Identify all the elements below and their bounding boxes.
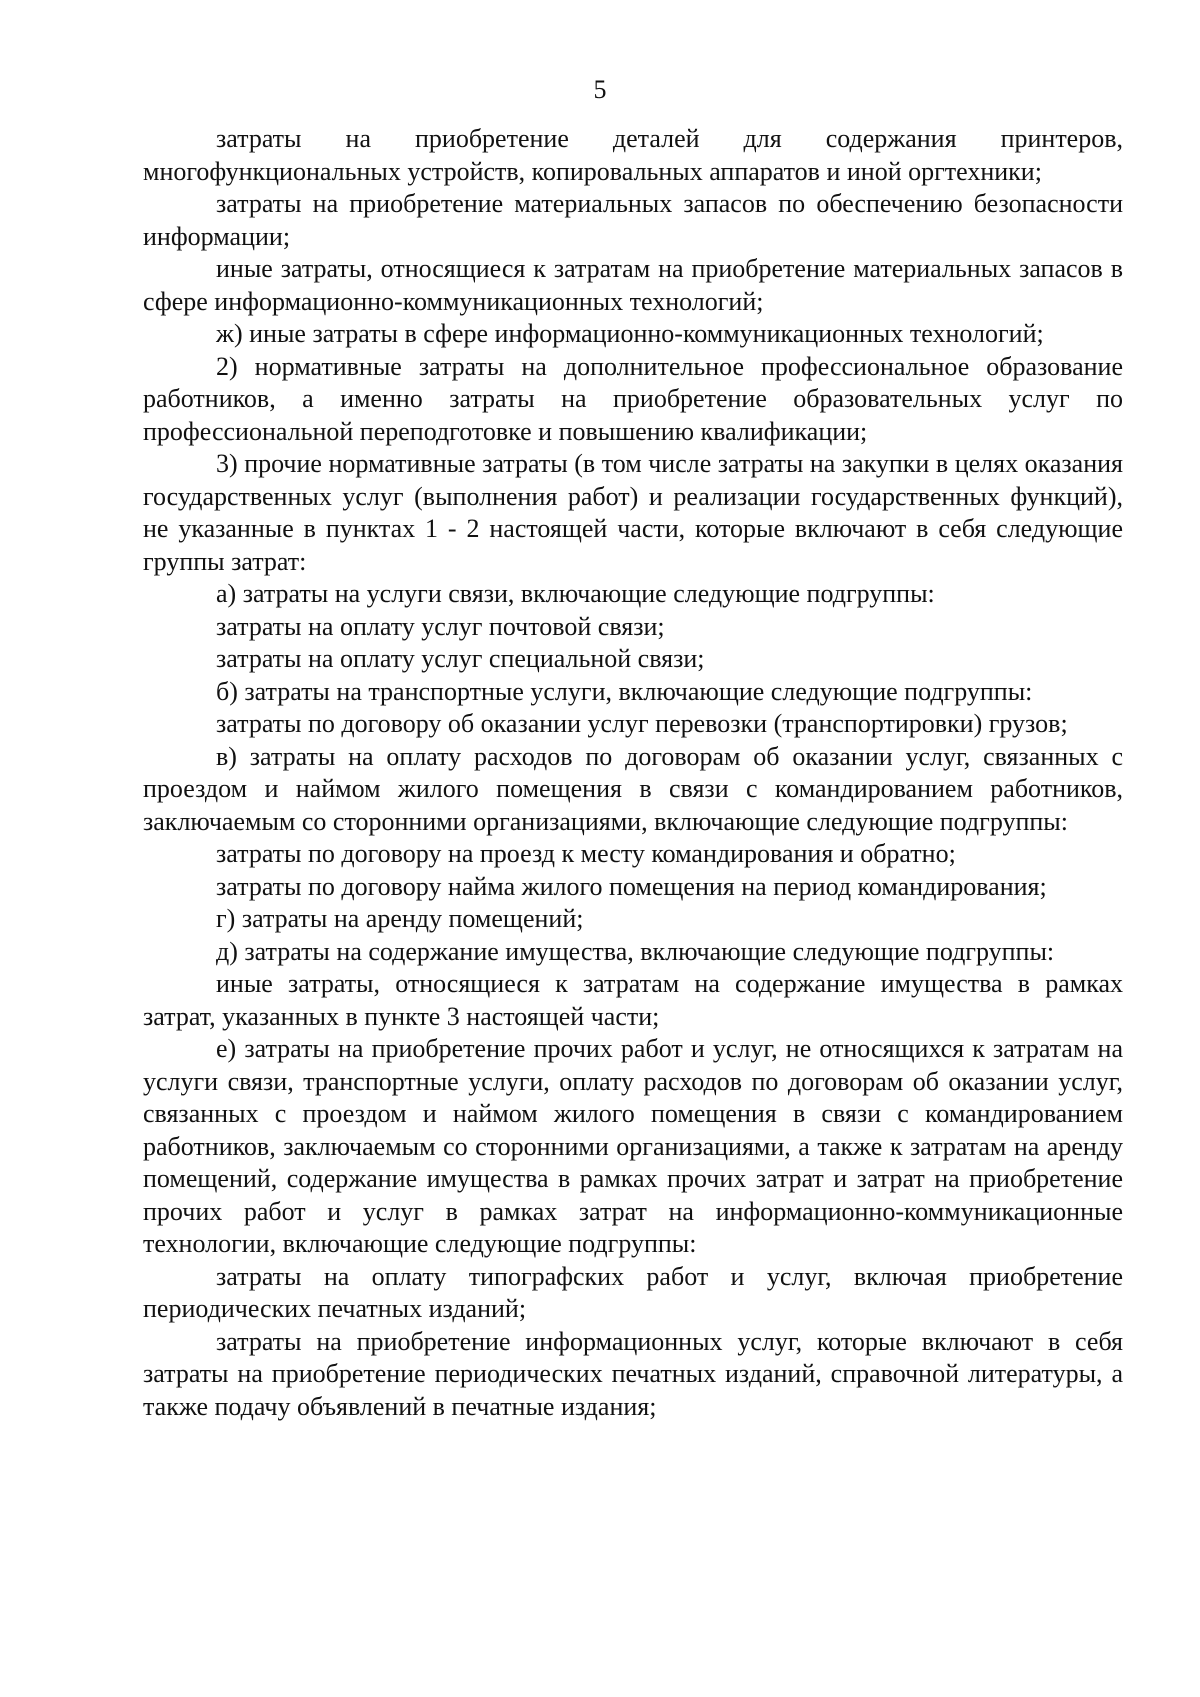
paragraph: 2) нормативные затраты на дополнительное профессиональное образование работников, а именно затраты на приобретение образовательных услуг по профессиональной переподготовке и повышению квалификации; [143,351,1123,446]
paragraph: затраты на оплату услуг почтовой связи; [216,611,665,641]
paragraph: б) затраты на транспортные услуги, включающие следующие подгруппы: [216,676,1033,706]
paragraph: г) затраты на аренду помещений; [216,904,584,933]
paragraph: затраты на оплату услуг специальной связи; [216,644,705,673]
paragraph: 3) прочие нормативные затраты (в том числе затраты на закупки в целях оказания государственных услуг (выполнения работ) и реализации государственных функций), не указанные в пунктах 1 - 2 настоящей части, которые включают в себя следующие группы затрат: [143,449,1123,576]
paragraph: иные затраты, относящиеся к затратам на содержание имущества в рамках затрат, указанных в пункте 3 настоящей части; [143,969,1123,1031]
document-body [143,123,1123,1423]
paragraph: затраты по договору найма жилого помещения на период командирования; [216,871,1047,901]
page-number: 5 [593,75,607,104]
paragraph: затраты на приобретение материальных запасов по обеспечению безопасности информации; [143,189,1123,251]
paragraph: в) затраты на оплату расходов по договорам об оказании услуг, связанных с проездом и наймом жилого помещения в связи с командированием работников, заключаемым со сторонними организациями, включающие следующие подгруппы: [143,741,1123,836]
paragraph: д) затраты на содержание имущества, включающие следующие подгруппы: [216,936,1055,966]
paragraph: затраты на приобретение информационных услуг, которые включают в себя затраты на приобретение периодических печатных изданий, справочной литературы, а также подачу объявлений в печатные издания; [143,1326,1123,1421]
paragraph: е) затраты на приобретение прочих работ и услуг, не относящихся к затратам на услуги связи, транспортные услуги, оплату расходов по договорам об оказании услуг, связанных с проездом и наймом жилого помещения в связи с командированием работников, заключаемым со сторонними организациями, а также к затратам на аренду помещений, содержание имущества в рамках прочих затрат и затрат на приобретение прочих работ и услуг в рамках затрат на информационно-коммуникационные технологии, включающие следующие подгруппы: [143,1034,1123,1258]
paragraph: затраты на оплату типографских работ и услуг, включая приобретение периодических печатных изданий; [143,1261,1123,1323]
paragraph: затраты по договору об оказании услуг перевозки (транспортировки) грузов; [216,709,1068,738]
paragraph: ж) иные затраты в сфере информационно-коммуникационных технологий; [216,319,1044,348]
paragraph: затраты на приобретение деталей для содержания принтеров, многофункциональных устройств, копировальных аппаратов и иной оргтехники; [143,124,1123,186]
paragraph: а) затраты на услуги связи, включающие следующие подгруппы: [216,579,935,608]
paragraph: затраты по договору на проезд к месту командирования и обратно; [216,839,956,868]
paragraph: иные затраты, относящиеся к затратам на приобретение материальных запасов в сфере информационно-коммуникационных технологий; [143,254,1123,316]
